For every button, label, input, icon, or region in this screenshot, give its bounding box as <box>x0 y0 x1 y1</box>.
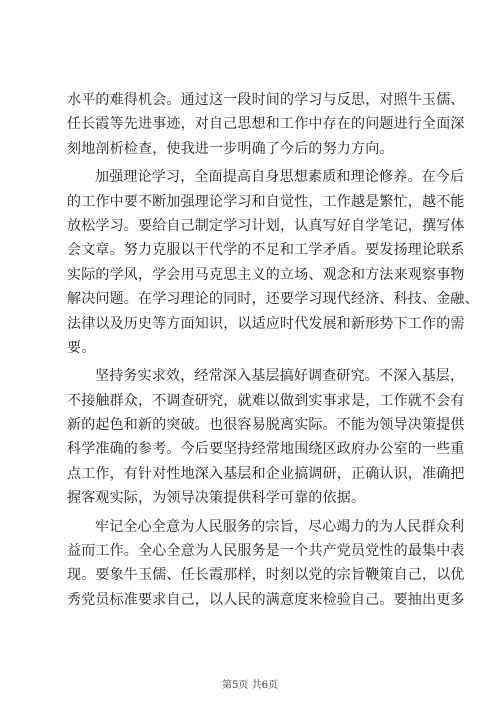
text-line: 水平的难得机会。通过这一段时间的学习与反思，对照牛玉儒、 <box>67 92 465 108</box>
document-body <box>67 88 479 612</box>
text-line: 牢记全心全意为人民服务的宗旨，尽心竭力的为人民群众利 <box>95 518 465 535</box>
text-line: 科学准确的参考。今后要坚持经常地围绕区政府办公室的一些重 <box>67 441 465 458</box>
text-line: 解决问题。在学习理论的同时，还要学习现代经济、科技、金融、 <box>67 291 479 308</box>
text-line: 不接触群众，不调查研究，就难以做到实事求是，工作就不会有 <box>67 392 465 409</box>
text-line: 实际的学风，学会用马克思主义的立场、观念和方法来观察事物 <box>67 266 465 283</box>
text-line: 新的起色和新的突破。也很容易脱离实际。不能为领导决策提供 <box>67 417 465 434</box>
text-line: 握客观实际，为领导决策提供科学可靠的依据。 <box>67 490 366 507</box>
text-line: 的工作中要不断加强理论学习和自觉性，工作越是繁忙，越不能 <box>67 193 465 210</box>
text-line: 益而工作。全心全意为人民服务是一个共产党员党性的最集中表 <box>67 543 465 560</box>
text-line: 任长霞等先进事迹，对自己思想和工作中存在的问题进行全面深 <box>67 116 465 133</box>
paragraph-1 <box>67 88 465 161</box>
text-line: 点工作，有针对性地深入基层和企业搞调研，正确认识，准确把 <box>67 465 465 482</box>
text-line: 现。要象牛玉儒、任长霞那样，时刻以党的宗旨鞭策自己，以优 <box>67 567 465 584</box>
text-line: 加强理论学习，全面提高自身思想素质和理论修养。在今后 <box>95 169 465 186</box>
page-footer <box>0 676 500 691</box>
paragraph-4 <box>67 515 465 613</box>
text-line: 刻地剖析检查，使我进一步明确了今后的努力方向。 <box>67 140 394 157</box>
text-line: 法律以及历史等方面知识，以适应时代发展和新形势下工作的需 <box>67 315 465 332</box>
text-line: 秀党员标准要求自己，以人民的满意度来检验自己。要抽出更多 <box>67 591 465 608</box>
text-line: 会文章。努力克服以干代学的不足和工学矛盾。要发扬理论联系 <box>67 242 465 259</box>
paragraph-3 <box>67 364 465 510</box>
page-number: 第5页 共6页 <box>222 680 278 691</box>
paragraph-2 <box>67 165 479 360</box>
text-line: 坚持务实求效，经常深入基层搞好调查研究。不深入基层， <box>95 368 465 385</box>
text-line: 要。 <box>67 339 96 356</box>
text-line: 放松学习。要给自己制定学习计划，认真写好自学笔记，撰写体 <box>67 217 465 234</box>
